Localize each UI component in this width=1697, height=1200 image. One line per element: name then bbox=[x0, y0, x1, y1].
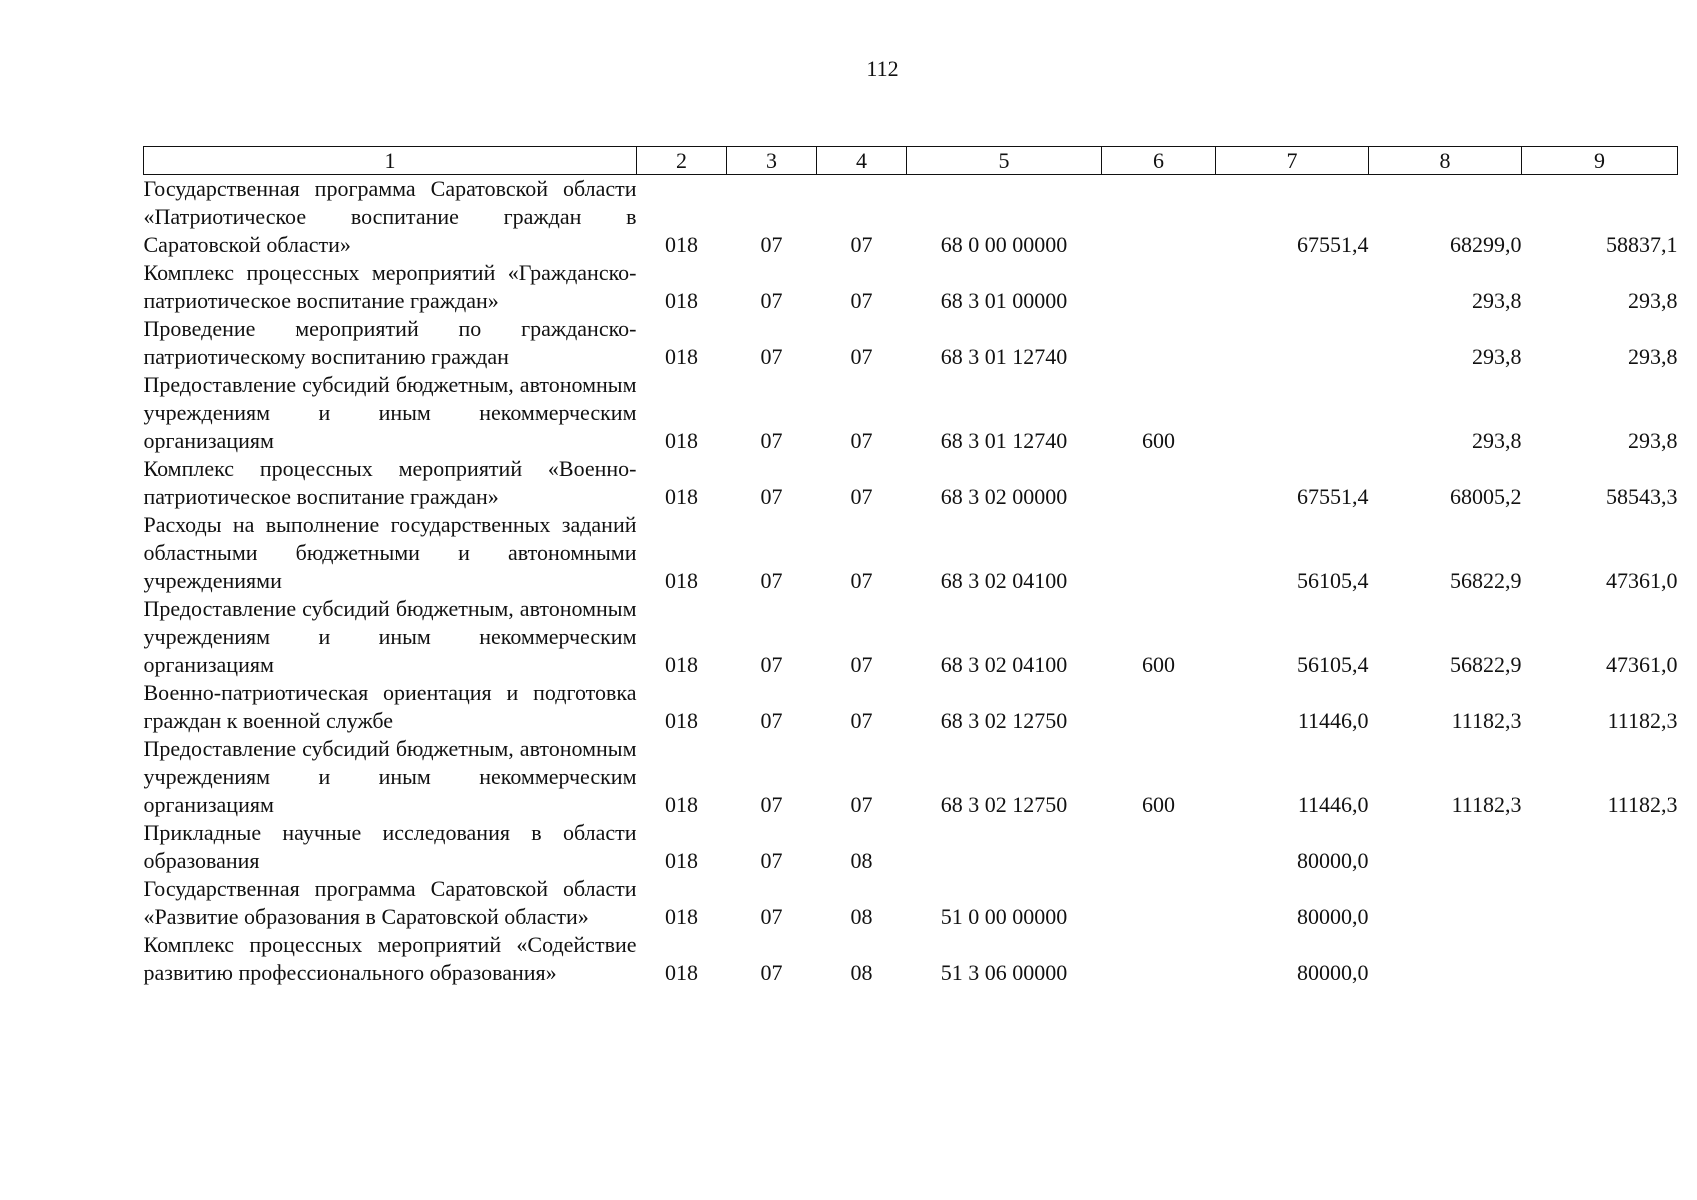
cell-col-5: 68 3 01 12740 bbox=[940, 344, 1068, 369]
table-row bbox=[144, 595, 1678, 679]
cell-col-9: 47361,0 bbox=[1606, 568, 1678, 593]
cell-col-3: 07 bbox=[760, 904, 783, 929]
cell-col-9 bbox=[1522, 819, 1678, 875]
cell-col-8: 293,8 bbox=[1472, 428, 1522, 453]
cell-col-9: 11182,3 bbox=[1607, 792, 1678, 817]
cell-col-7 bbox=[1216, 315, 1369, 371]
cell-col-7: 67551,4 bbox=[1297, 484, 1369, 509]
cell-col-2: 018 bbox=[665, 568, 698, 593]
cell-col-7: 80000,0 bbox=[1297, 848, 1369, 873]
cell-col-3: 07 bbox=[760, 568, 783, 593]
cell-col-6 bbox=[1102, 511, 1216, 595]
cell-col-3: 07 bbox=[760, 708, 783, 733]
table-header-row bbox=[144, 147, 1678, 175]
cell-col-8: 68005,2 bbox=[1450, 484, 1522, 509]
cell-col-9 bbox=[1522, 931, 1678, 987]
row-name: Государственная программа Саратовской области «Развитие образования в Саратовской области» bbox=[143, 876, 637, 929]
row-name: Комплекс процессных мероприятий «Военно-патриотическое воспитание граждан» bbox=[143, 456, 637, 509]
cell-col-4: 07 bbox=[850, 708, 873, 733]
cell-col-8: 56822,9 bbox=[1450, 568, 1522, 593]
cell-col-4: 07 bbox=[850, 232, 873, 257]
cell-col-2: 018 bbox=[665, 960, 698, 985]
row-name: Проведение мероприятий по гражданско-патриотическому воспитанию граждан bbox=[143, 316, 637, 369]
cell-col-3: 07 bbox=[760, 484, 783, 509]
cell-col-9: 58837,1 bbox=[1606, 232, 1678, 257]
cell-col-2: 018 bbox=[665, 232, 698, 257]
row-name: Военно-патриотическая ориентация и подготовка граждан к военной службе bbox=[143, 680, 637, 733]
cell-col-2: 018 bbox=[665, 344, 698, 369]
cell-col-4: 08 bbox=[850, 848, 873, 873]
table-row bbox=[144, 175, 1678, 260]
cell-col-2: 018 bbox=[665, 708, 698, 733]
cell-col-9 bbox=[1522, 875, 1678, 931]
row-name: Государственная программа Саратовской области «Патриотическое воспитание граждан в Саратовской области» bbox=[143, 176, 637, 257]
cell-col-8: 293,8 bbox=[1472, 288, 1522, 313]
cell-col-6 bbox=[1102, 875, 1216, 931]
cell-col-6 bbox=[1102, 175, 1216, 260]
cell-col-5: 68 3 01 12740 bbox=[940, 428, 1068, 453]
cell-col-5: 51 3 06 00000 bbox=[940, 960, 1068, 985]
table-row bbox=[144, 819, 1678, 875]
cell-col-5: 68 3 01 00000 bbox=[940, 288, 1068, 313]
column-header-9: 9 bbox=[1522, 147, 1678, 175]
table-row bbox=[144, 679, 1678, 735]
cell-col-2: 018 bbox=[665, 848, 698, 873]
cell-col-7: 80000,0 bbox=[1297, 904, 1369, 929]
cell-col-6 bbox=[1102, 315, 1216, 371]
table-row bbox=[144, 735, 1678, 819]
cell-col-7: 56105,4 bbox=[1297, 652, 1369, 677]
cell-col-6 bbox=[1102, 259, 1216, 315]
cell-col-5: 68 3 02 04100 bbox=[940, 568, 1068, 593]
cell-col-6: 600 bbox=[1142, 792, 1175, 817]
cell-col-3: 07 bbox=[760, 960, 783, 985]
row-name: Предоставление субсидий бюджетным, автономным учреждениям и иным некоммерческим организациям bbox=[143, 372, 637, 453]
column-header-4: 4 bbox=[817, 147, 907, 175]
cell-col-9: 58543,3 bbox=[1606, 484, 1678, 509]
cell-col-5: 68 3 02 12750 bbox=[940, 792, 1068, 817]
cell-col-8: 68299,0 bbox=[1450, 232, 1522, 257]
cell-col-6 bbox=[1102, 931, 1216, 987]
cell-col-4: 07 bbox=[850, 484, 873, 509]
row-name: Предоставление субсидий бюджетным, автономным учреждениям и иным некоммерческим организациям bbox=[143, 596, 637, 677]
cell-col-4: 07 bbox=[850, 568, 873, 593]
cell-col-4: 07 bbox=[850, 344, 873, 369]
table-row bbox=[144, 511, 1678, 595]
row-name: Комплекс процессных мероприятий «Гражданско-патриотическое воспитание граждан» bbox=[143, 260, 637, 313]
cell-col-8: 293,8 bbox=[1472, 344, 1522, 369]
cell-col-3: 07 bbox=[760, 344, 783, 369]
cell-col-7 bbox=[1216, 259, 1369, 315]
cell-col-2: 018 bbox=[665, 904, 698, 929]
page-number: 112 bbox=[866, 56, 899, 81]
cell-col-2: 018 bbox=[665, 792, 698, 817]
cell-col-8: 11182,3 bbox=[1451, 708, 1522, 733]
table-row bbox=[144, 931, 1678, 987]
budget-table bbox=[143, 146, 1678, 987]
table-row bbox=[144, 315, 1678, 371]
cell-col-6: 600 bbox=[1142, 652, 1175, 677]
cell-col-2: 018 bbox=[665, 288, 698, 313]
cell-col-3: 07 bbox=[760, 792, 783, 817]
cell-col-7: 11446,0 bbox=[1297, 792, 1369, 817]
cell-col-5: 68 3 02 12750 bbox=[940, 708, 1068, 733]
cell-col-6 bbox=[1102, 455, 1216, 511]
cell-col-4: 07 bbox=[850, 652, 873, 677]
row-name: Комплекс процессных мероприятий «Содействие развитию профессионального образования» bbox=[143, 932, 637, 985]
cell-col-6 bbox=[1102, 819, 1216, 875]
cell-col-7: 67551,4 bbox=[1297, 232, 1369, 257]
cell-col-3: 07 bbox=[760, 848, 783, 873]
cell-col-4: 07 bbox=[850, 792, 873, 817]
cell-col-8: 56822,9 bbox=[1450, 652, 1522, 677]
row-name: Прикладные научные исследования в области образования bbox=[143, 820, 637, 873]
column-header-7: 7 bbox=[1216, 147, 1369, 175]
column-header-5: 5 bbox=[907, 147, 1102, 175]
cell-col-5: 68 3 02 04100 bbox=[940, 652, 1068, 677]
cell-col-3: 07 bbox=[760, 288, 783, 313]
table-row bbox=[144, 371, 1678, 455]
cell-col-9: 11182,3 bbox=[1607, 708, 1678, 733]
cell-col-8 bbox=[1369, 875, 1522, 931]
cell-col-6 bbox=[1102, 679, 1216, 735]
cell-col-5: 68 3 02 00000 bbox=[940, 484, 1068, 509]
cell-col-3: 07 bbox=[760, 428, 783, 453]
cell-col-8 bbox=[1369, 819, 1522, 875]
column-header-1: 1 bbox=[144, 147, 637, 175]
cell-col-2: 018 bbox=[665, 484, 698, 509]
cell-col-8 bbox=[1369, 931, 1522, 987]
cell-col-9: 293,8 bbox=[1628, 428, 1678, 453]
cell-col-3: 07 bbox=[760, 232, 783, 257]
cell-col-7 bbox=[1216, 371, 1369, 455]
cell-col-5: 51 0 00 00000 bbox=[940, 904, 1068, 929]
column-header-2: 2 bbox=[637, 147, 727, 175]
cell-col-4: 08 bbox=[850, 904, 873, 929]
column-header-8: 8 bbox=[1369, 147, 1522, 175]
cell-col-5: 68 0 00 00000 bbox=[940, 232, 1068, 257]
cell-col-7: 11446,0 bbox=[1297, 708, 1369, 733]
cell-col-9: 293,8 bbox=[1628, 344, 1678, 369]
row-name: Предоставление субсидий бюджетным, автономным учреждениям и иным некоммерческим организациям bbox=[143, 736, 637, 817]
cell-col-8: 11182,3 bbox=[1451, 792, 1522, 817]
cell-col-6: 600 bbox=[1142, 428, 1175, 453]
table-body bbox=[144, 175, 1678, 988]
cell-col-4: 07 bbox=[850, 288, 873, 313]
cell-col-7: 80000,0 bbox=[1297, 960, 1369, 985]
table-row bbox=[144, 259, 1678, 315]
table-row bbox=[144, 455, 1678, 511]
cell-col-9: 293,8 bbox=[1628, 288, 1678, 313]
cell-col-4: 07 bbox=[850, 428, 873, 453]
table-row bbox=[144, 875, 1678, 931]
cell-col-2: 018 bbox=[665, 428, 698, 453]
cell-col-3: 07 bbox=[760, 652, 783, 677]
column-header-6: 6 bbox=[1102, 147, 1216, 175]
cell-col-2: 018 bbox=[665, 652, 698, 677]
cell-col-4: 08 bbox=[850, 960, 873, 985]
cell-col-5 bbox=[907, 819, 1102, 875]
row-name: Расходы на выполнение государственных заданий областными бюджетными и автономными учреждениями bbox=[143, 512, 637, 593]
column-header-3: 3 bbox=[727, 147, 817, 175]
cell-col-7: 56105,4 bbox=[1297, 568, 1369, 593]
cell-col-9: 47361,0 bbox=[1606, 652, 1678, 677]
